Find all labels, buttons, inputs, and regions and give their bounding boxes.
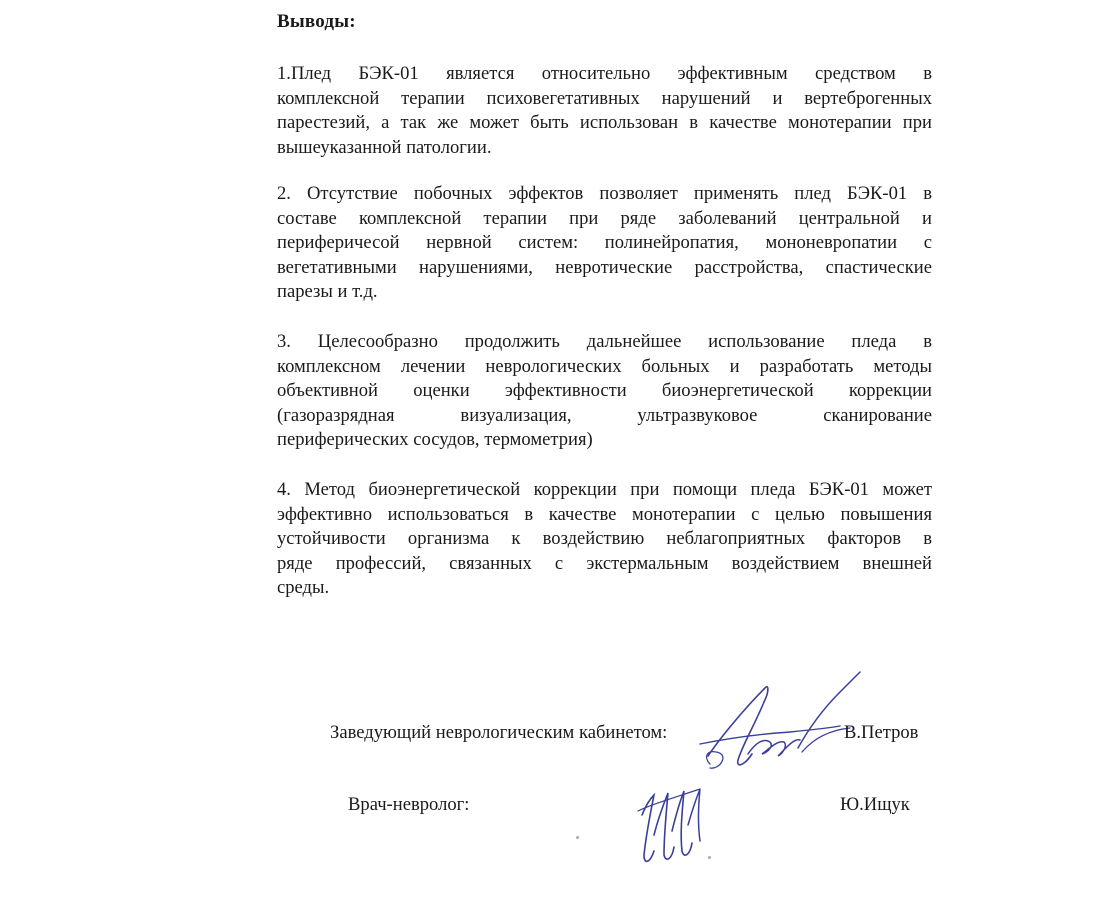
paragraph-line: парезы и т.д. [277,281,378,303]
paragraph-line: периферичесой нервной систем: полинейропатия, мононевропатии с [277,232,932,254]
head-signatory-name: В.Петров [844,722,919,743]
paragraph-line: вегетативными нарушениями, невротические расстройства, спастические [277,256,932,278]
paragraph-line: среды. [277,577,330,599]
conclusions-heading: Выводы: [277,11,356,32]
paragraph-line: 4. Метод биоэнергетической коррекции при помощи пледа БЭК-01 может [277,479,932,500]
paragraph-line: комплексном лечении неврологических больных и разработать методы [277,355,932,377]
paragraph-line: устойчивости организма к воздействию неблагоприятных факторов в [277,528,932,550]
paragraph-line: составе комплексной терапии при ряде заболеваний центральной и [277,207,932,229]
paragraph-line: комплексной терапии психовегетативных нарушений и вертеброгенных [277,87,932,109]
paragraph-line: периферических сосудов, термометрия) [277,429,593,451]
paragraph-line: 1.Плед БЭК-01 является относительно эффективным средством в [277,63,932,84]
head-signatory-title: Заведующий неврологическим кабинетом: [330,722,668,743]
doctor-handwritten-signature [620,775,730,875]
doctor-signatory-title: Врач-невролог: [348,794,470,815]
paragraph-line: ряде профессий, связанных с экстермальным воздействием внешней [277,552,932,574]
head-handwritten-signature [690,668,870,778]
conclusion-paragraph-4 [277,478,932,601]
paragraph-line: вышеуказанной патологии. [277,136,492,158]
paper-speck [576,836,579,839]
paragraph-line: 2. Отсутствие побочных эффектов позволяет применять плед БЭК-01 в [277,183,932,204]
paragraph-line: эффективно использоваться в качестве монотерапии с целью повышения [277,503,932,525]
paragraph-line: объективной оценки эффективности биоэнергетической коррекции [277,380,932,402]
conclusion-paragraph-3 [277,330,932,453]
paragraph-line: 3. Целесообразно продолжить дальнейшее использование пледа в [277,331,932,352]
paragraph-line: (газоразрядная визуализация, ультразвуковое сканирование [277,404,932,426]
paper-speck [708,856,711,859]
conclusion-paragraph-1 [277,62,932,160]
conclusion-paragraph-2 [277,182,932,305]
paragraph-line: парестезий, а так же может быть использован в качестве монотерапии при [277,112,932,134]
doctor-signatory-name: Ю.Ищук [840,794,910,815]
